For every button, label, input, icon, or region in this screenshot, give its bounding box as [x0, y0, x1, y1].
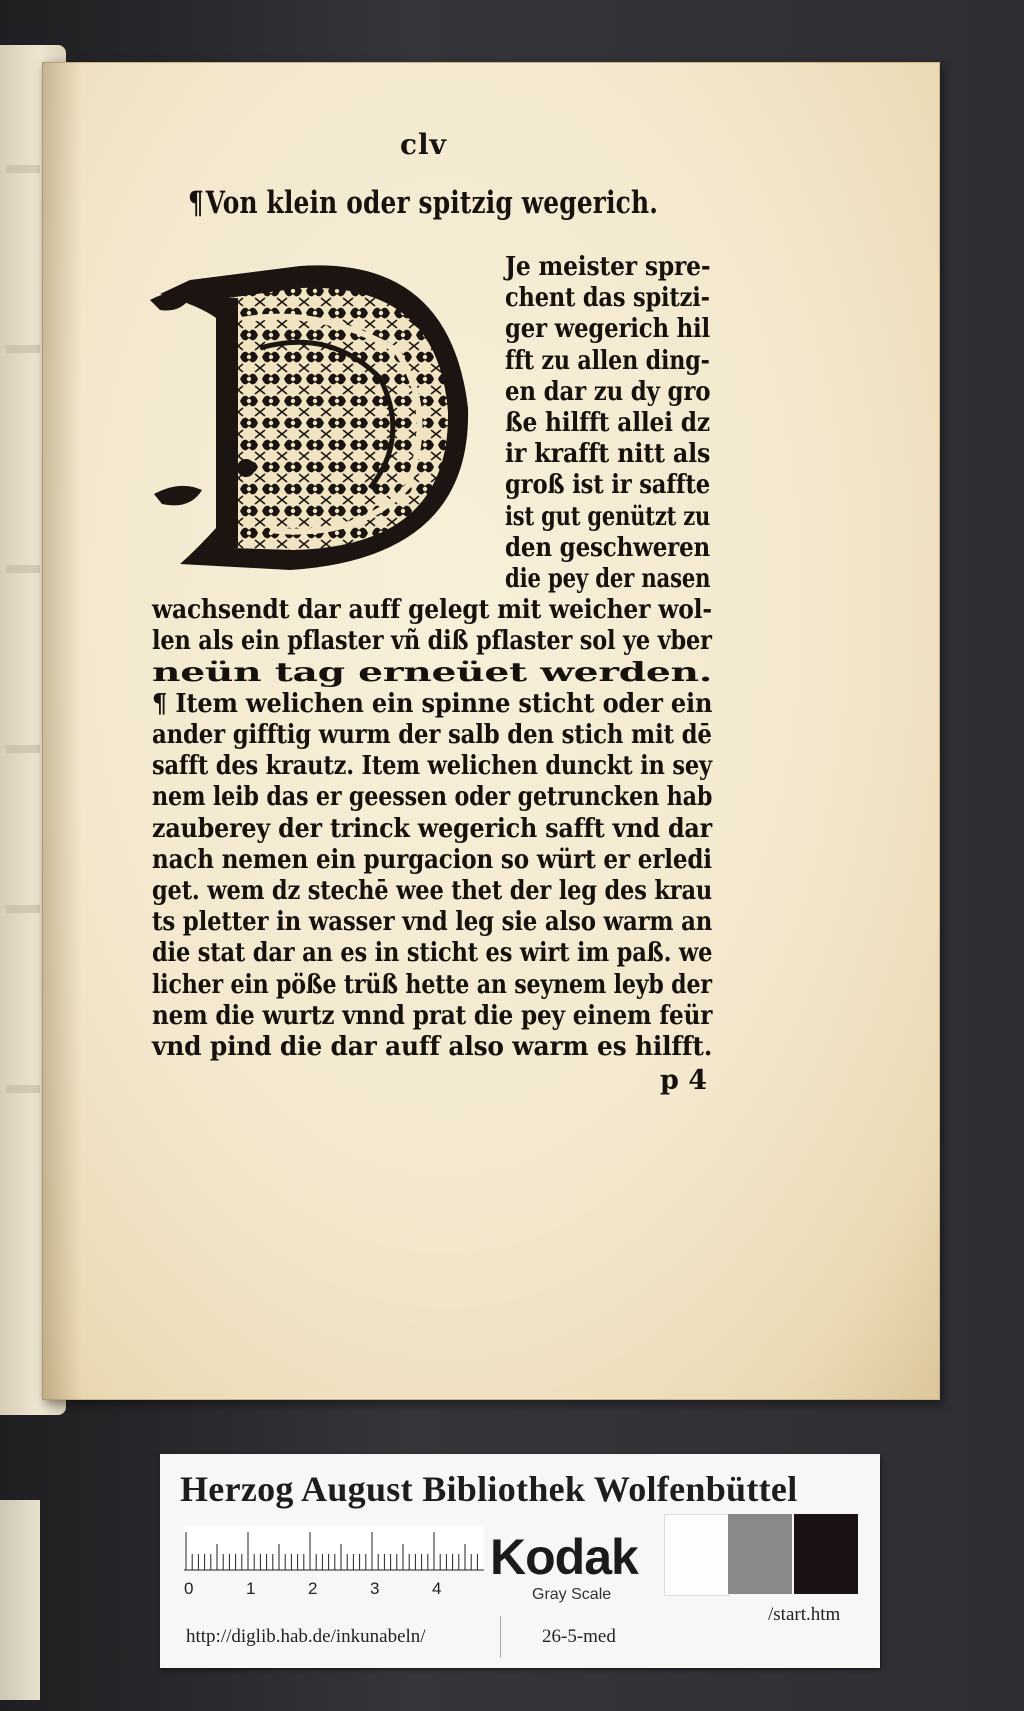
text-line: ir krafft nitt als — [505, 439, 711, 470]
text-line: ander gifftig wurm der salb den stich mit dē — [152, 720, 712, 750]
text-line: nem leib das er geessen oder getruncken hab — [152, 782, 713, 813]
black-patch — [794, 1514, 858, 1594]
ruler-label-2: 2 — [308, 1579, 318, 1598]
text-line: zauberey der trinck wegerich safft vnd dar — [152, 813, 712, 844]
text-line: ¶ Item welichen ein spinne sticht oder ein — [152, 688, 713, 719]
signature-mark: p 4 — [660, 1065, 708, 1096]
ruler-scale — [184, 1526, 484, 1606]
text-line: die stat dar an es in sticht es wirt im paß. we — [152, 938, 713, 969]
text-line: fft zu allen ding- — [505, 345, 710, 376]
shelf-code: 26-5-med — [542, 1626, 616, 1647]
text-line: nem die wurtz vnnd prat die pey einem feür — [152, 1000, 713, 1031]
text-line: ts pletter in wasser vnd leg sie also warm an — [152, 907, 713, 938]
card-divider — [500, 1616, 501, 1658]
text-line: ger wegerich hil — [505, 314, 710, 345]
ruler-label-0: 0 — [184, 1579, 194, 1598]
ruler-label-4: 4 — [432, 1579, 442, 1598]
ruler-label-3: 3 — [370, 1579, 380, 1598]
text-line: vnd pind die dar auff also warm es hilfft. — [152, 1032, 713, 1062]
text-line: safft des krautz. Item welichen dunckt in sey — [152, 751, 712, 782]
text-line: licher ein pöße trüß hette an seynem leyb der — [152, 969, 712, 1000]
text-line: en dar zu dy gro — [505, 376, 711, 407]
library-url: http://diglib.hab.de/inkunabeln/ — [186, 1626, 426, 1647]
white-patch — [664, 1514, 730, 1596]
chapter-heading — [188, 185, 658, 221]
gray-patch — [728, 1514, 792, 1594]
heading-text: Von klein oder spitzig wegerich. — [205, 185, 659, 221]
text-line: get. wem dz stechē wee thet der leg des krau — [152, 876, 713, 906]
text-line: ße hilfft allei dz — [505, 408, 710, 438]
text-line: wachsendt dar auff gelegt mit weicher wol- — [152, 595, 712, 626]
text-line: nach nemen ein purgacion so würt er erledi — [152, 844, 712, 875]
text-line: ist gut genützt zu — [505, 501, 711, 532]
text-line: die pey der nasen — [505, 564, 711, 594]
woodcut-initial-d — [150, 258, 500, 576]
text-line: neün tag erneüet werden. — [152, 657, 713, 688]
start-link: /start.htm — [768, 1604, 841, 1625]
text-line: den geschweren — [505, 532, 711, 563]
ruler-label-1: 1 — [246, 1579, 256, 1598]
library-name: Herzog August Bibliothek Wolfenbüttel — [180, 1469, 798, 1509]
kodak-logo: Kodak — [490, 1529, 638, 1585]
book-edge-strip — [0, 1500, 40, 1700]
text-line: len als ein pflaster vñ diß pflaster sol ye vber — [152, 626, 712, 657]
page-gutter-shadow — [42, 62, 82, 1400]
text-line: chent das spitzi- — [505, 283, 710, 314]
gray-scale-label: Gray Scale — [532, 1586, 612, 1603]
pilcrow-mark: ¶ — [188, 185, 204, 221]
library-color-card — [160, 1454, 880, 1668]
folio-number: clv — [400, 128, 447, 161]
text-line: groß ist ir saffte — [505, 470, 711, 501]
text-line: Je meister spre- — [505, 252, 711, 282]
